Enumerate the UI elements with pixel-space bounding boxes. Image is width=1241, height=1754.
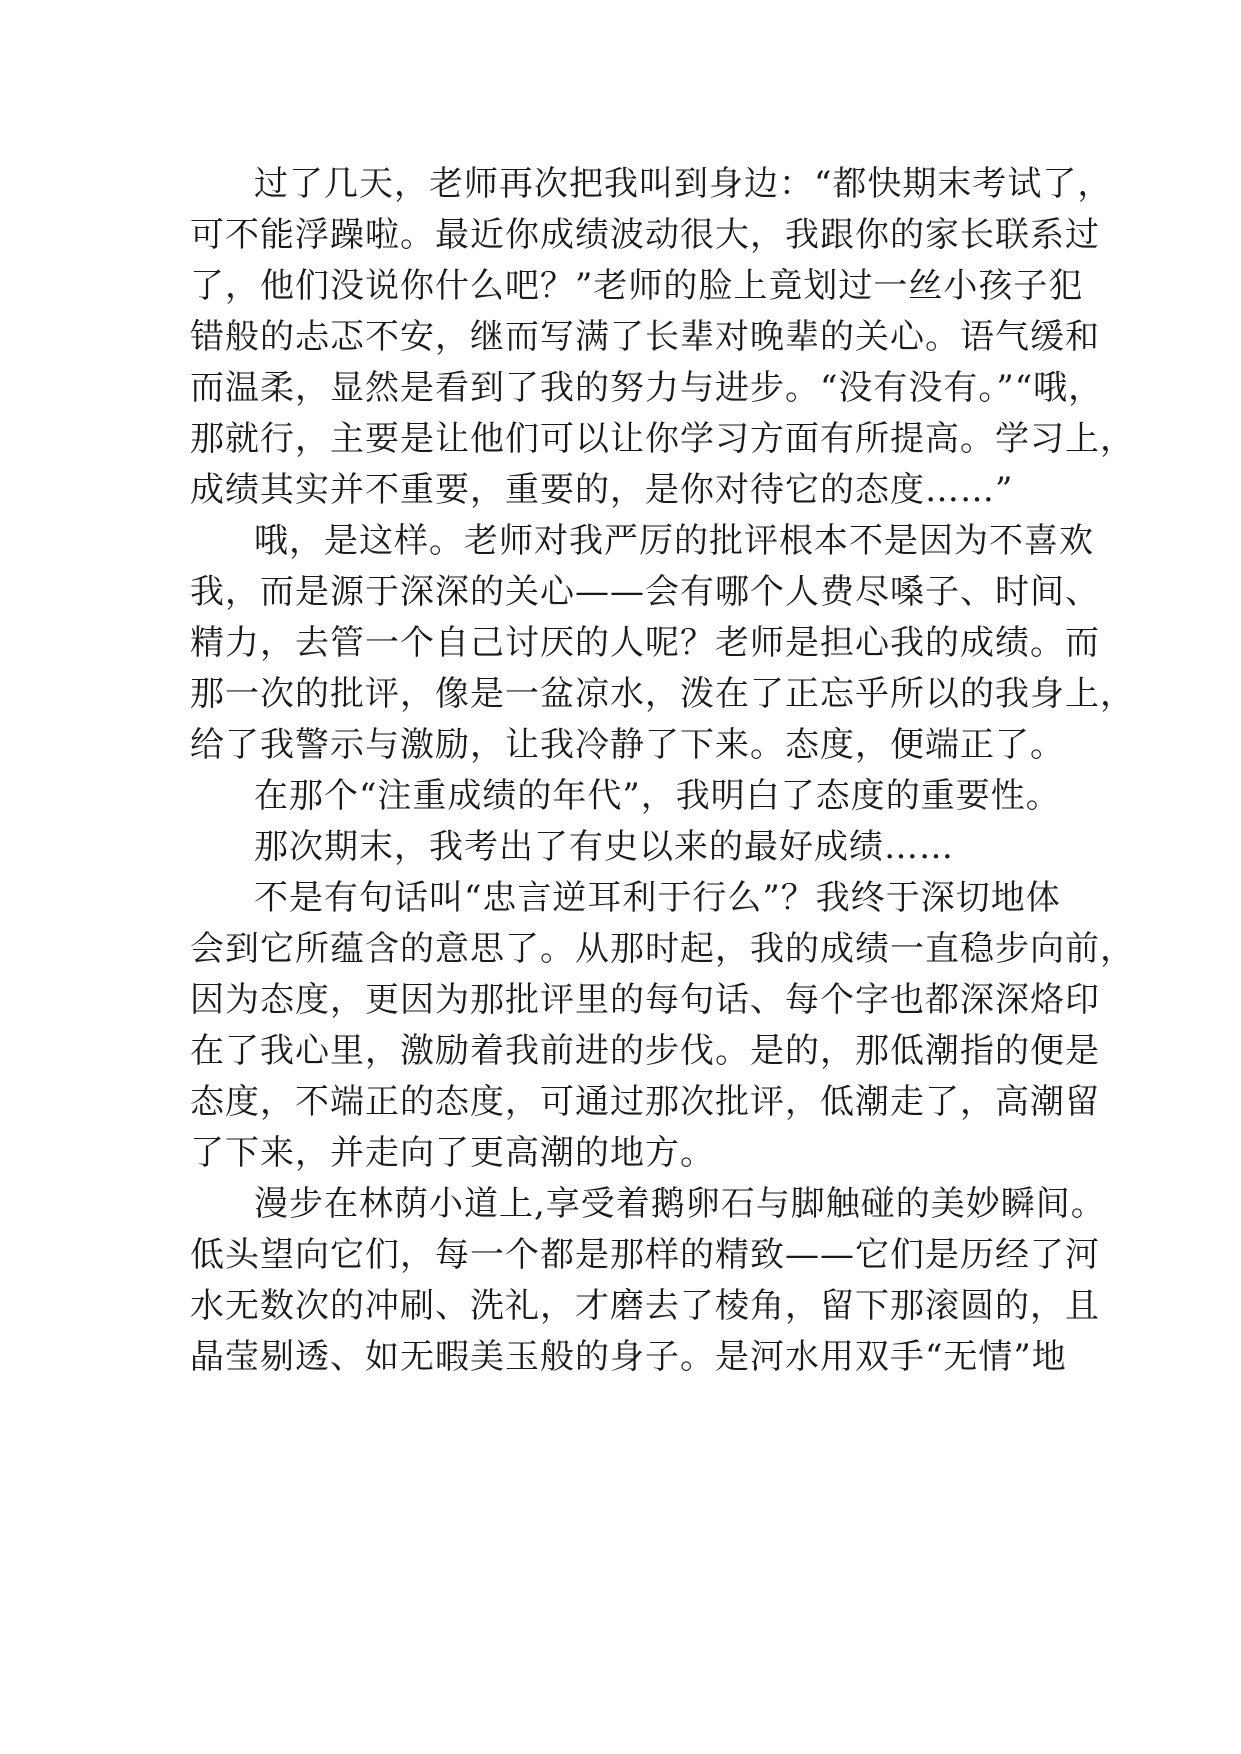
paragraph-line: 了下来，并走向了更高潮的地方。 [190,1133,715,1173]
paragraph-line: 哦，是这样。老师对我严厉的批评根本不是因为不喜欢 [254,521,1094,561]
paragraph-line: 那次期末，我考出了有史以来的最好成绩…… [254,827,954,867]
paragraph-line: 漫步在林荫小道上,享受着鹅卵石与脚触碰的美妙瞬间。 [254,1184,1106,1224]
paragraph-line: 精力，去管一个自己讨厌的人呢？老师是担心我的成绩。而 [190,623,1100,663]
paragraph-line: 那一次的批评，像是一盆凉水，泼在了正忘乎所以的我身上， [190,674,1135,714]
paragraph-line: 会到它所蕴含的意思了。从那时起，我的成绩一直稳步向前， [190,929,1135,969]
paragraph-line: 在那个“注重成绩的年代”，我明白了态度的重要性。 [254,776,1061,816]
essay-text [190,159,1135,1383]
paragraph-line: 错般的忐忑不安，继而写满了长辈对晚辈的关心。语气缓和 [190,317,1100,357]
paragraph-line: 了，他们没说你什么吧？”老师的脸上竟划过一丝小孩子犯 [190,266,1084,306]
paragraph-line: 态度，不端正的态度，可通过那次批评，低潮走了，高潮留 [190,1082,1100,1122]
paragraph-line: 不是有句话叫“忠言逆耳利于行么”？我终于深切地体 [254,878,1061,918]
paragraph-line: 而温柔，显然是看到了我的努力与进步。“没有没有。”“哦， [190,368,1104,408]
paragraph-line: 因为态度，更因为那批评里的每句话、每个字也都深深烙印 [190,980,1100,1020]
paragraph-line: 低头望向它们，每一个都是那样的精致——它们是历经了河 [190,1235,1100,1275]
paragraph-line: 水无数次的冲刷、洗礼，才磨去了棱角，留下那滚圆的，且 [190,1286,1100,1326]
paragraph-line: 我，而是源于深深的关心——会有哪个人费尽嗓子、时间、 [190,572,1100,612]
paragraph-line: 成绩其实并不重要，重要的，是你对待它的态度……” [190,470,1014,510]
paragraph-line: 过了几天，老师再次把我叫到身边：“都快期末考试了， [254,164,1113,204]
paragraph-line: 给了我警示与激励，让我冷静了下来。态度，便端正了。 [190,725,1065,765]
paragraph-line: 晶莹剔透、如无暇美玉般的身子。是河水用双手“无情”地 [190,1337,1067,1377]
paragraph-line: 那就行，主要是让他们可以让你学习方面有所提高。学习上， [190,419,1135,459]
paragraph-line: 可不能浮躁啦。最近你成绩波动很大，我跟你的家长联系过 [190,215,1100,255]
paragraph-line: 在了我心里，激励着我前进的步伐。是的，那低潮指的便是 [190,1031,1100,1071]
